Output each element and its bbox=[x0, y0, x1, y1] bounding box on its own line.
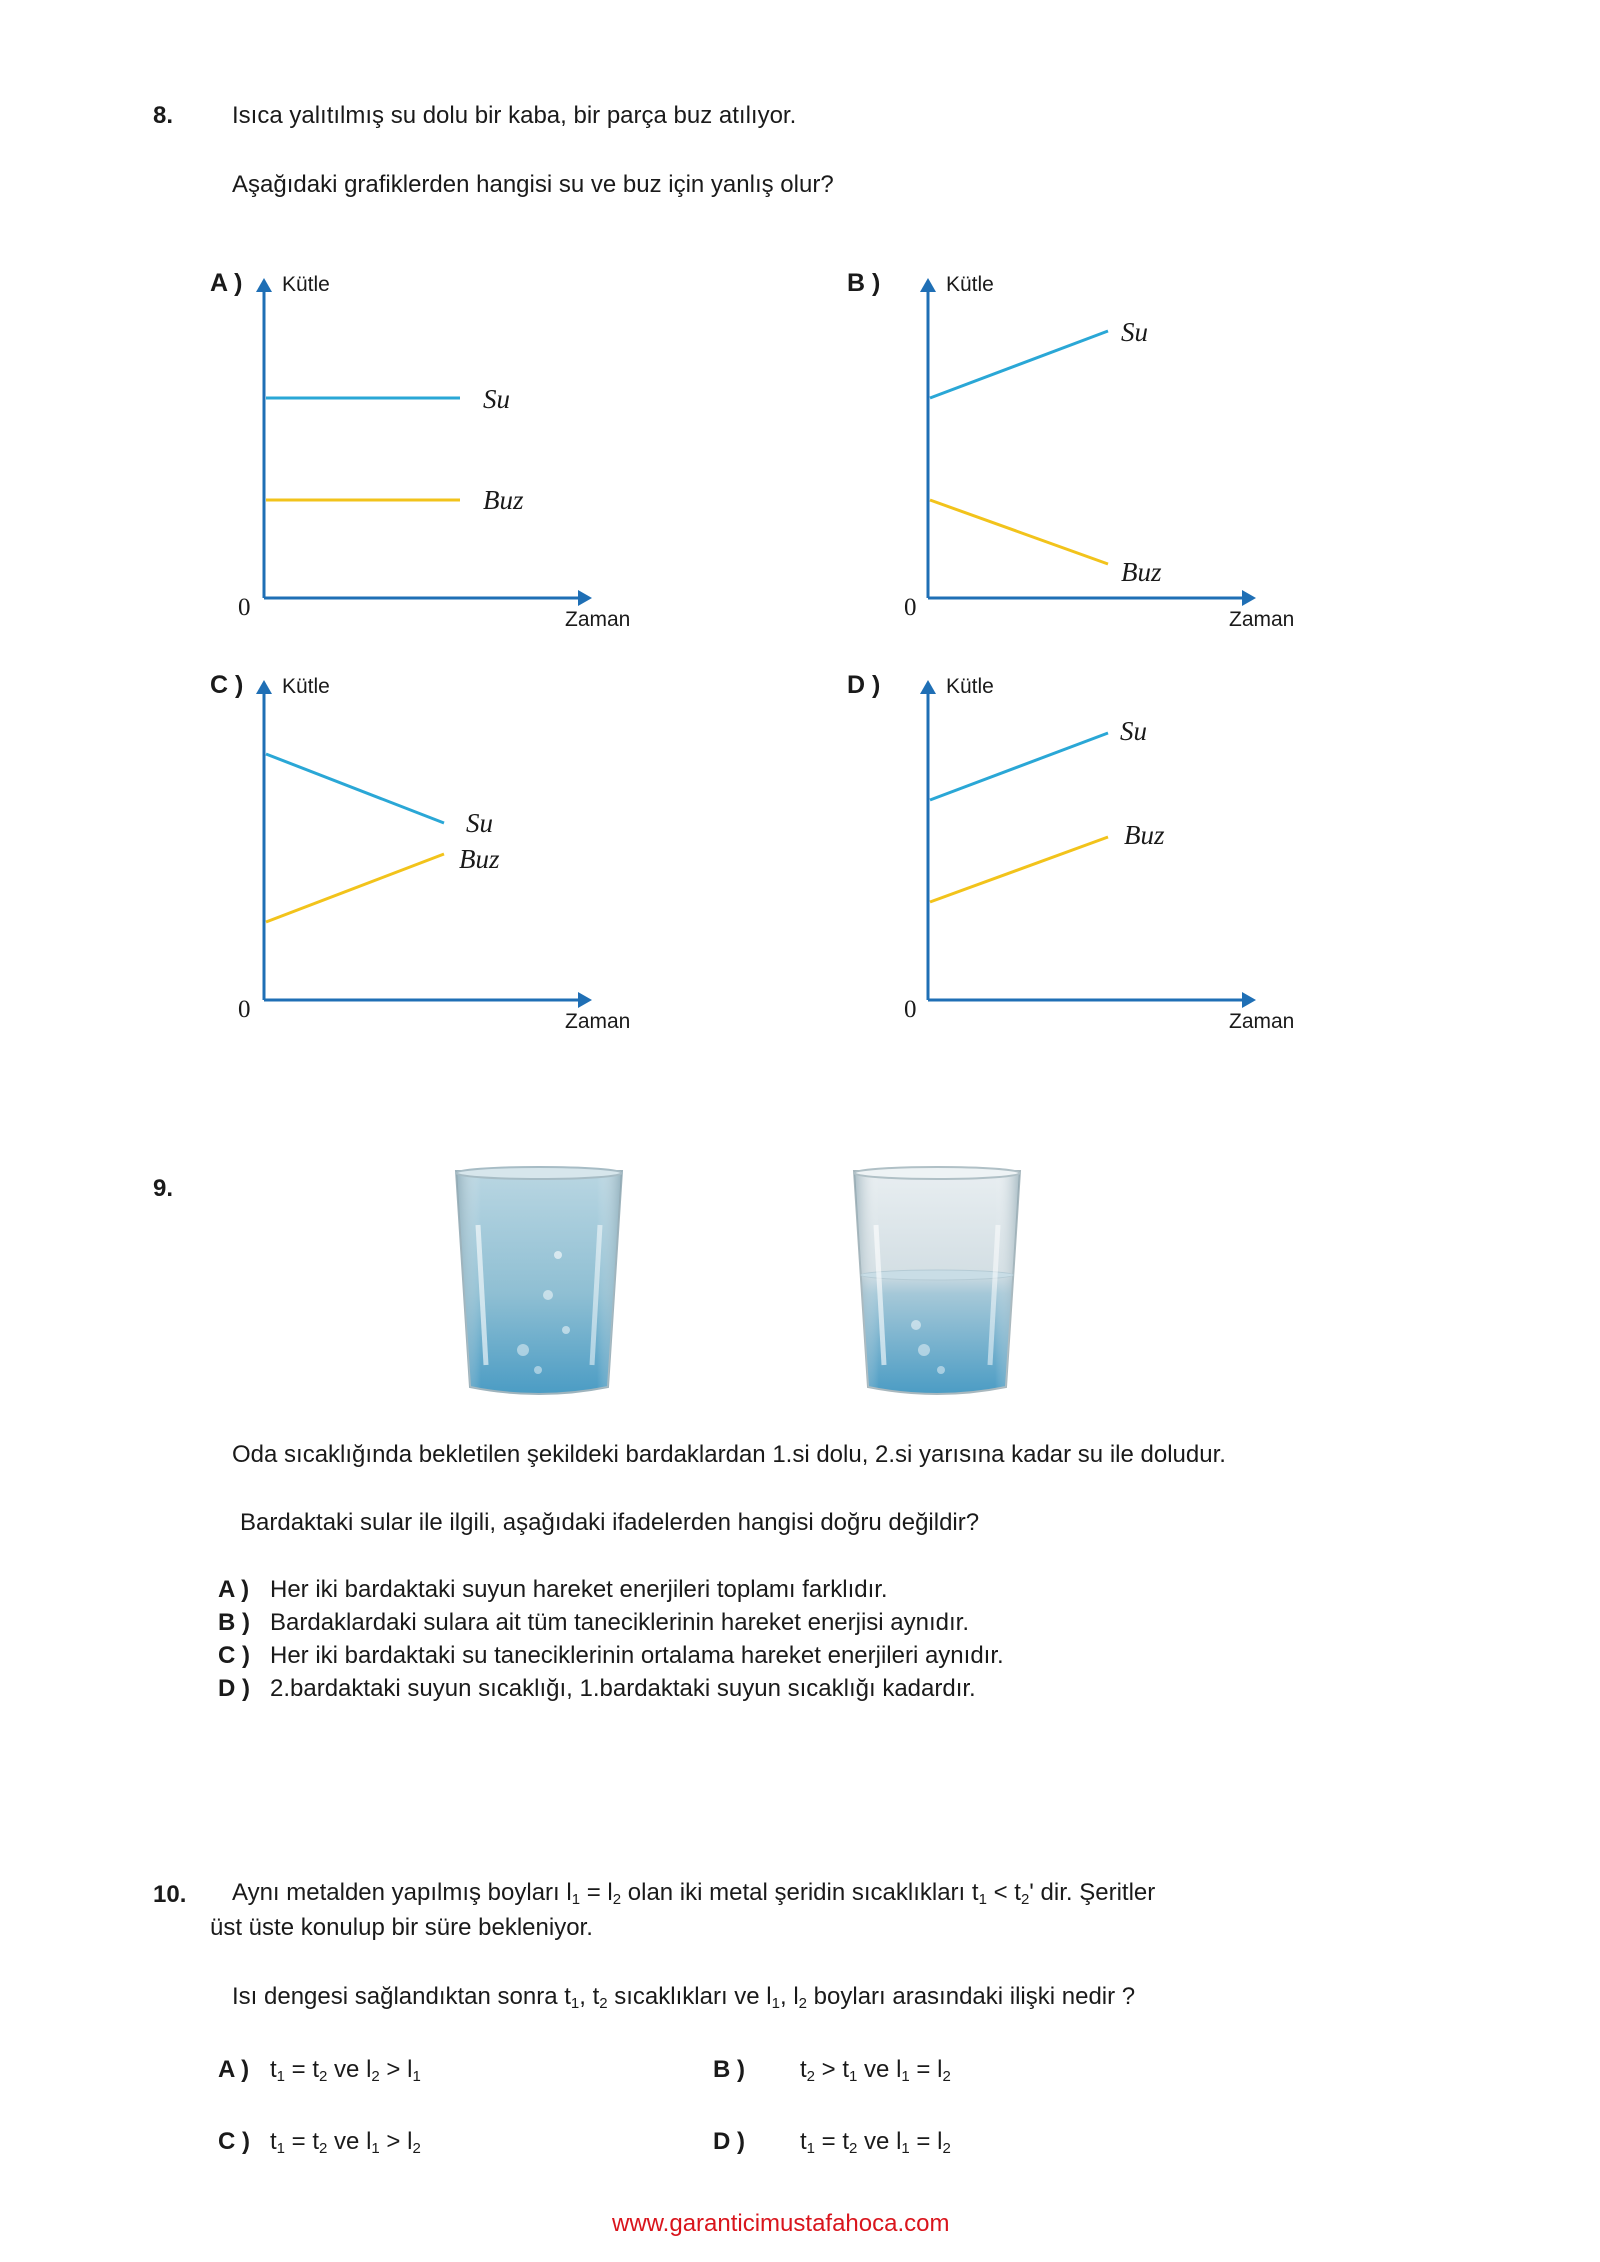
graph-a-buz-label: Buz bbox=[483, 485, 524, 515]
q9-option-d-letter: D ) bbox=[218, 1675, 250, 1702]
q9-option-c-text: Her iki bardaktaki su taneciklerinin ortalama hareket enerjileri aynıdır. bbox=[270, 1642, 1004, 1669]
graph-b-x-arrow bbox=[1242, 590, 1256, 606]
graph-a-label: A ) bbox=[210, 269, 243, 297]
question-9-prompt: Bardaktaki sular ile ilgili, aşağıdaki ifadelerden hangisi doğru değildir? bbox=[240, 1509, 980, 1536]
graph-c-su-line bbox=[266, 754, 444, 823]
question-10-prompt: Isı dengesi sağlandıktan sonra $t_1$, $t_2$ sıcaklıkları ve $l_1$, $l_2$ boyları arasındaki ilişki nedir ? bbox=[232, 1983, 1136, 2012]
q10-option-b-letter: B ) bbox=[713, 2056, 745, 2083]
full-glass-image bbox=[448, 1165, 630, 1405]
graph-a-x-label: Zaman bbox=[565, 608, 631, 631]
half-glass-image bbox=[846, 1165, 1028, 1405]
q10-option-a-text: $t_1 = t_2$ ve $l_2 > l_1$ bbox=[270, 2056, 421, 2085]
graph-d-buz-label: Buz bbox=[1124, 820, 1165, 850]
graph-d-origin: 0 bbox=[904, 996, 917, 1023]
graph-b-buz-label: Buz bbox=[1121, 557, 1162, 587]
q10-option-a-letter: A ) bbox=[218, 2056, 250, 2083]
graph-b-buz-line bbox=[930, 500, 1108, 564]
graph-c-x-label: Zaman bbox=[565, 1010, 631, 1033]
footer-website-link[interactable]: www.garanticimustafahoca.com bbox=[612, 2210, 950, 2237]
q10-option-c-text: $t_1 = t_2$ ve $l_1 > l_2$ bbox=[270, 2128, 421, 2157]
question-10-stem-line1: Aynı metalden yapılmış boyları $l_1 = l_2$ olan iki metal şeridin sıcaklıkları $t_1 < t_2'$ dir. Şeritler bbox=[232, 1879, 1156, 1908]
graph-b-origin: 0 bbox=[904, 594, 917, 621]
graph-b-y-label: Kütle bbox=[946, 273, 994, 296]
q10-option-c-letter: C ) bbox=[218, 2128, 250, 2155]
graph-c-x-arrow bbox=[578, 992, 592, 1008]
question-9-number: 9. bbox=[153, 1175, 174, 1202]
graph-c-origin: 0 bbox=[238, 996, 251, 1023]
graph-d-su-label: Su bbox=[1120, 716, 1147, 746]
graph-d-label: D ) bbox=[847, 671, 881, 699]
graph-d-y-label: Kütle bbox=[946, 675, 994, 698]
q9-option-c-letter: C ) bbox=[218, 1642, 250, 1669]
graph-c-buz-label: Buz bbox=[459, 844, 500, 874]
graph-a bbox=[256, 278, 592, 606]
graph-b-label: B ) bbox=[847, 269, 881, 297]
graph-b-y-arrow bbox=[920, 278, 936, 292]
graph-b-su-label: Su bbox=[1121, 317, 1148, 347]
graph-d-x-arrow bbox=[1242, 992, 1256, 1008]
graph-c-buz-line bbox=[266, 854, 444, 922]
question-8-number: 8. bbox=[153, 102, 174, 129]
question-9-stem: Oda sıcaklığında bekletilen şekildeki bardaklardan 1.si dolu, 2.si yarısına kadar su ile doludur. bbox=[232, 1441, 1226, 1468]
graph-d-su-line bbox=[930, 733, 1108, 800]
question-8-prompt: Aşağıdaki grafiklerden hangisi su ve buz için yanlış olur? bbox=[232, 171, 834, 198]
graph-b-su-line bbox=[930, 331, 1108, 398]
graph-c-y-label: Kütle bbox=[282, 675, 330, 698]
graph-a-su-label: Su bbox=[483, 384, 510, 414]
graph-d-buz-line bbox=[930, 837, 1108, 902]
q9-option-d-text: 2.bardaktaki suyun sıcaklığı, 1.bardaktaki suyun sıcaklığı kadardır. bbox=[270, 1675, 976, 1702]
graph-a-origin: 0 bbox=[238, 594, 251, 621]
question-10-stem-line2: üst üste konulup bir süre bekleniyor. bbox=[210, 1914, 593, 1941]
q9-option-a-text: Her iki bardaktaki suyun hareket enerjileri toplamı farklıdır. bbox=[270, 1576, 888, 1603]
q10-option-d-text: $t_1 = t_2$ ve $l_1 = l_2$ bbox=[800, 2128, 951, 2157]
q9-option-b-text: Bardaklardaki sulara ait tüm taneciklerinin hareket enerjisi aynıdır. bbox=[270, 1609, 970, 1636]
graph-d bbox=[920, 680, 1256, 1008]
graph-c bbox=[256, 680, 592, 1008]
graph-c-label: C ) bbox=[210, 671, 244, 699]
graph-c-su-label: Su bbox=[466, 808, 493, 838]
q10-option-d-letter: D ) bbox=[713, 2128, 745, 2155]
graph-c-y-arrow bbox=[256, 680, 272, 694]
q9-option-b-letter: B ) bbox=[218, 1609, 250, 1636]
graph-a-x-arrow bbox=[578, 590, 592, 606]
graph-a-y-label: Kütle bbox=[282, 273, 330, 296]
graph-b-x-label: Zaman bbox=[1229, 608, 1295, 631]
graph-d-y-arrow bbox=[920, 680, 936, 694]
graph-a-y-arrow bbox=[256, 278, 272, 292]
question-8-stem: Isıca yalıtılmış su dolu bir kaba, bir parça buz atılıyor. bbox=[232, 102, 797, 129]
question-8-graphs bbox=[0, 0, 1600, 1060]
q9-option-a-letter: A ) bbox=[218, 1576, 250, 1603]
graph-d-x-label: Zaman bbox=[1229, 1010, 1295, 1033]
graph-b bbox=[920, 278, 1256, 606]
q10-option-b-text: $t_2 > t_1$ ve $l_1 = l_2$ bbox=[800, 2056, 951, 2085]
question-10-number: 10. bbox=[153, 1881, 187, 1908]
